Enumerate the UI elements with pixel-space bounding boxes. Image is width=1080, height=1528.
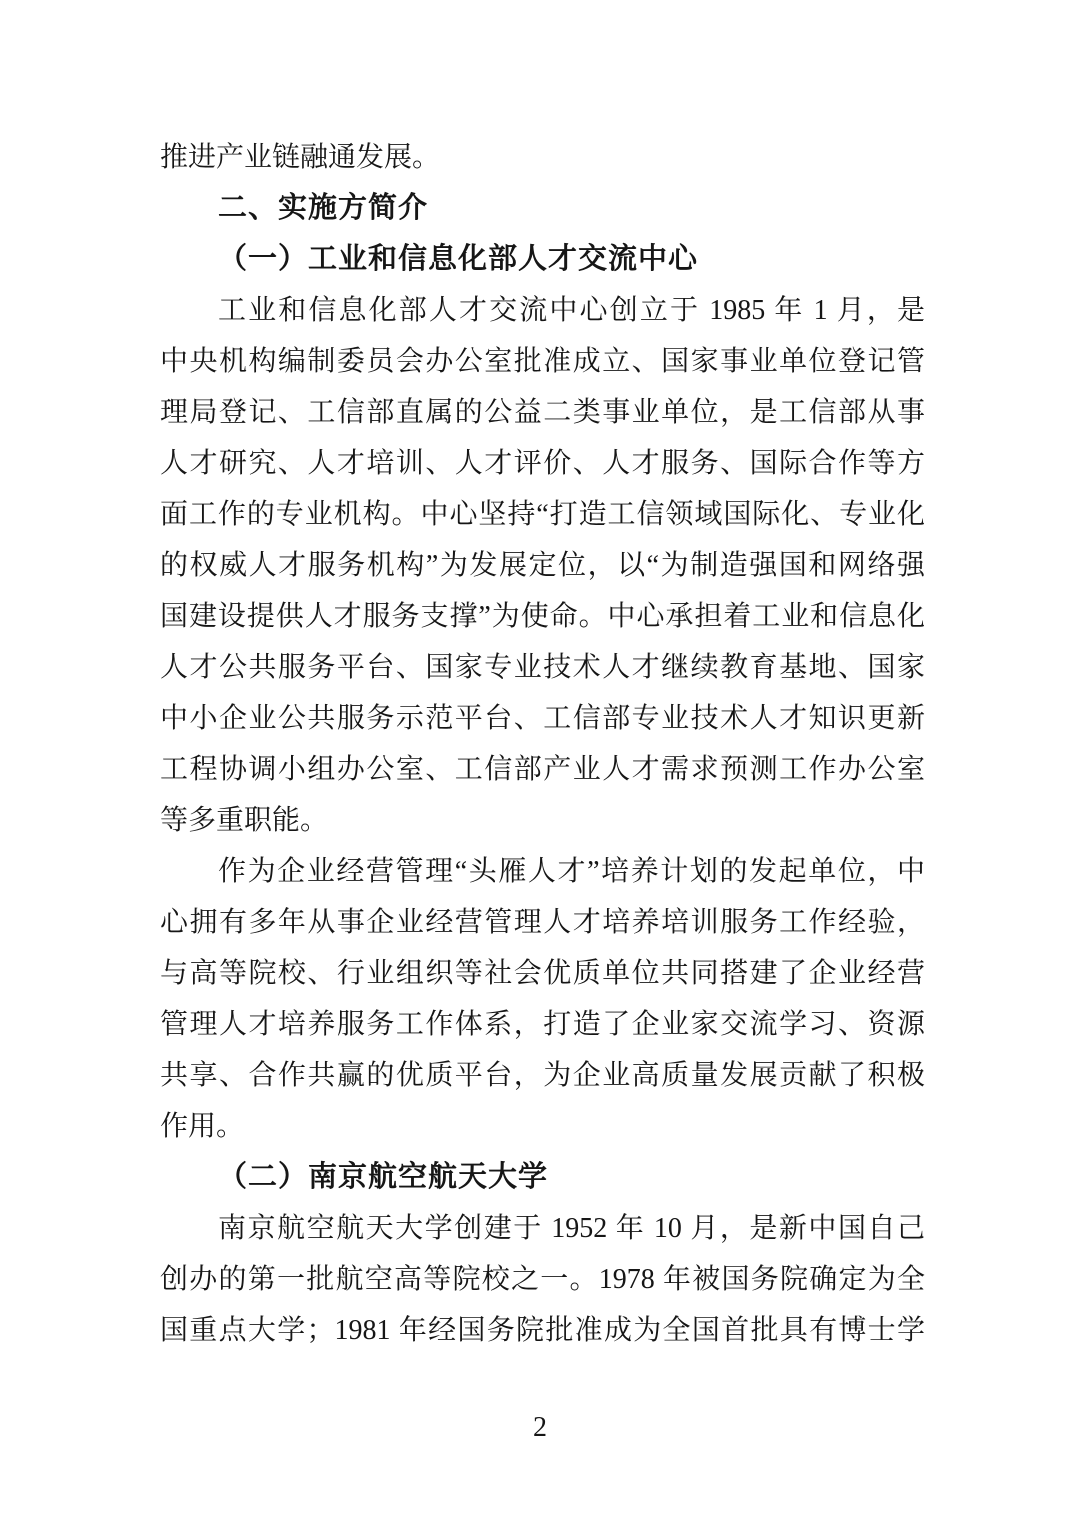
page-footer [0,1408,1080,1448]
text-line: 与高等院校、行业组织等社会优质单位共同搭建了企业经营 [160,958,925,989]
text-line: 作用。 [160,1111,245,1142]
paragraph [160,846,925,1152]
text-line: 中央机构编制委员会办公室批准成立、国家事业单位登记管 [160,346,925,377]
text-line: 人才研究、人才培训、人才评价、人才服务、国际合作等方 [160,448,925,479]
text-line: 国建设提供人才服务支撑”为使命。中心承担着工业和信息化 [160,601,925,632]
text-line: 理局登记、工信部直属的公益二类事业单位，是工信部从事 [160,397,925,428]
text-line: 创办的第一批航空高等院校之一。1978 年被国务院确定为全 [160,1264,925,1295]
text-line: 作为企业经营管理“头雁人才”培养计划的发起单位，中 [218,856,925,887]
text-line: 人才公共服务平台、国家专业技术人才继续教育基地、国家 [160,652,925,683]
subsection-heading: （二）南京航空航天大学 [218,1161,549,1193]
text-line: 工业和信息化部人才交流中心创立于 1985 年 1 月，是 [218,295,925,326]
paragraph [160,1203,925,1356]
text-line: 等多重职能。 [160,805,329,836]
text-line: 的权威人才服务机构”为发展定位，以“为制造强国和网络强 [160,550,925,581]
paragraph [160,285,925,846]
text-line: 心拥有多年从事企业经营管理人才培养培训服务工作经验， [160,907,925,938]
subsection-heading: （一）工业和信息化部人才交流中心 [218,243,699,275]
text-line: 共享、合作共赢的优质平台，为企业高质量发展贡献了积极 [160,1060,925,1091]
document-content [160,132,925,1356]
text-line: 工程协调小组办公室、工信部产业人才需求预测工作办公室 [160,754,925,785]
text-line: 国重点大学；1981 年经国务院批准成为全国首批具有博士学 [160,1315,925,1346]
text-line: 南京航空航天大学创建于 1952 年 10 月，是新中国自己 [218,1213,925,1244]
section-heading: 二、实施方简介 [218,192,429,224]
text-line: 管理人才培养服务工作体系，打造了企业家交流学习、资源 [160,1009,925,1040]
text-line: 面工作的专业机构。中心坚持“打造工信领域国际化、专业化 [160,499,925,530]
paragraph-continuation-line: 推进产业链融通发展。 [160,142,441,173]
page-number: 2 [533,1412,547,1443]
text-line: 中小企业公共服务示范平台、工信部专业技术人才知识更新 [160,703,925,734]
